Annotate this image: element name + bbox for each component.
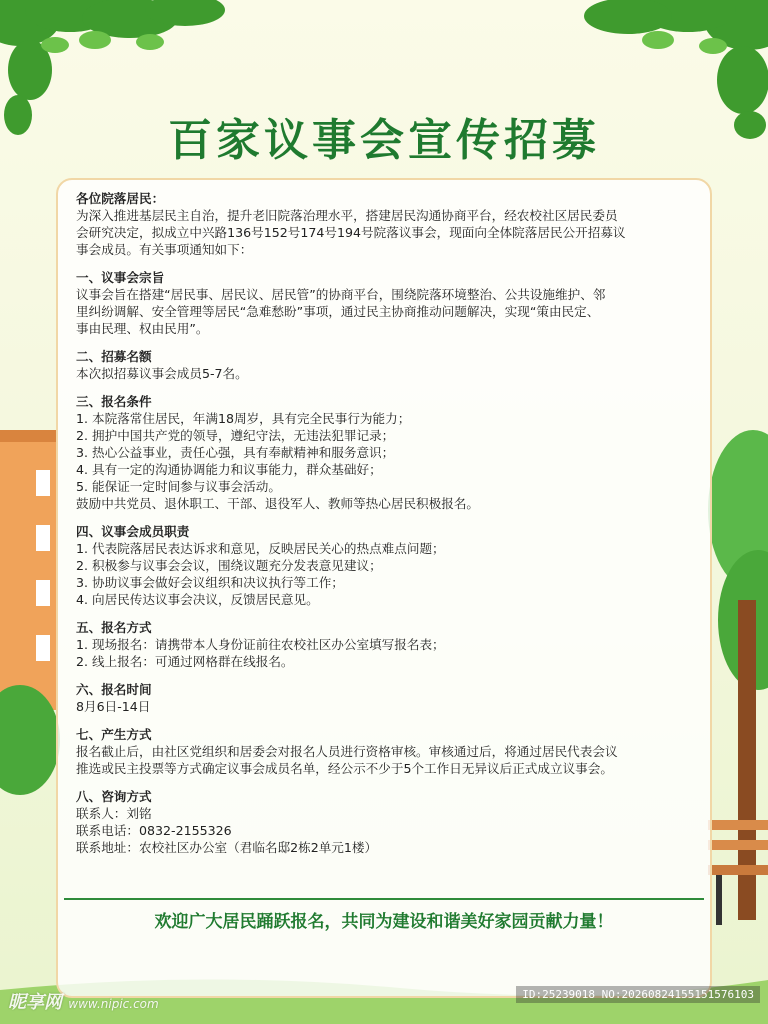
intro-line: 会研究决定，拟成立中兴路136号152号174号194号院落议事会，现面向全体院落居民公开招募议 — [76, 225, 626, 240]
section-contact — [76, 788, 706, 856]
section-line: 4. 向居民传达议事会决议，反馈居民意见。 — [76, 592, 319, 607]
section-purpose — [76, 269, 706, 337]
contact-person: 联系人：刘铭 — [76, 806, 152, 821]
salutation: 各位院落居民： — [76, 191, 165, 206]
watermark-brand-text: 昵享网 — [8, 992, 62, 1013]
section-line: 8月6日-14日 — [76, 699, 151, 714]
section-line: 议事会旨在搭建“居民事、居民议、居民管”的协商平台，围绕院落环境整治、公共设施维护、邻 — [76, 287, 606, 302]
section-heading: 八、咨询方式 — [76, 789, 152, 804]
section-heading: 四、议事会成员职责 — [76, 524, 190, 539]
section-heading: 七、产生方式 — [76, 727, 152, 742]
intro-line: 事会成员。有关事项通知如下： — [76, 242, 253, 257]
section-selection — [76, 726, 706, 777]
watermark-url: www.nipic.com — [68, 997, 159, 1011]
building-illustration — [0, 430, 56, 710]
watermark-brand — [8, 988, 159, 1014]
bush-left-illustration — [0, 680, 60, 800]
section-line: 鼓励中共党员、退休职工、干部、退役军人、教师等热心居民积极报名。 — [76, 496, 479, 511]
intro-line: 为深入推进基层民主自治，提升老旧院落治理水平，搭建居民沟通协商平台，经农校社区居民委员 — [76, 208, 618, 223]
section-line: 1. 本院落常住居民，年满18周岁，具有完全民事行为能力； — [76, 411, 411, 426]
section-quota — [76, 348, 706, 382]
watermark-id: ID:25239018 NO:20260824155151576103 — [516, 986, 760, 1003]
section-heading: 五、报名方式 — [76, 620, 152, 635]
section-line: 1. 代表院落居民表达诉求和意见，反映居民关心的热点难点问题； — [76, 541, 445, 556]
section-signup-time — [76, 681, 706, 715]
section-line: 事由民理、权由民用”。 — [76, 321, 209, 336]
section-line: 推选或民主投票等方式确定议事会成员名单，经公示不少于5个工作日无异议后正式成立议事会。 — [76, 761, 613, 776]
section-heading: 二、招募名额 — [76, 349, 152, 364]
section-line: 报名截止后，由社区党组织和居委会对报名人员进行资格审核。审核通过后，将通过居民代表会议 — [76, 744, 618, 759]
section-line: 3. 热心公益事业，责任心强，具有奉献精神和服务意识； — [76, 445, 395, 460]
section-line: 3. 协助议事会做好会议组织和决议执行等工作； — [76, 575, 344, 590]
section-line: 里纠纷调解、安全管理等居民“急难愁盼”事项，通过民主协商推动问题解决，实现“策由民定、 — [76, 304, 600, 319]
section-line: 5. 能保证一定时间参与议事会活动。 — [76, 479, 281, 494]
section-line: 本次拟招募议事会成员5-7名。 — [76, 366, 248, 381]
page-title: 百家议事会宣传招募 — [168, 115, 600, 166]
contact-address: 联系地址：农校社区办公室（君临名邸2栋2单元1楼） — [76, 840, 378, 855]
slogan: 欢迎广大居民踊跃报名，共同为建设和谐美好家园贡献力量！ — [154, 912, 614, 932]
bench-illustration — [708, 810, 768, 930]
section-signup-method — [76, 619, 706, 670]
notice-body — [76, 190, 706, 856]
slogan-divider — [64, 898, 704, 900]
section-requirements — [76, 393, 706, 512]
section-heading: 六、报名时间 — [76, 682, 152, 697]
section-heading: 三、报名条件 — [76, 394, 152, 409]
section-duties — [76, 523, 706, 608]
section-line: 2. 拥护中国共产党的领导，遵纪守法，无违法犯罪记录； — [76, 428, 395, 443]
section-line: 2. 线上报名：可通过网格群在线报名。 — [76, 654, 294, 669]
section-line: 4. 具有一定的沟通协调能力和议事能力，群众基础好； — [76, 462, 382, 477]
section-line: 1. 现场报名：请携带本人身份证前往农校社区办公室填写报名表； — [76, 637, 445, 652]
contact-phone: 联系电话：0832-2155326 — [76, 823, 232, 838]
section-line: 2. 积极参与议事会会议，围绕议题充分发表意见建议； — [76, 558, 382, 573]
section-heading: 一、议事会宗旨 — [76, 270, 165, 285]
